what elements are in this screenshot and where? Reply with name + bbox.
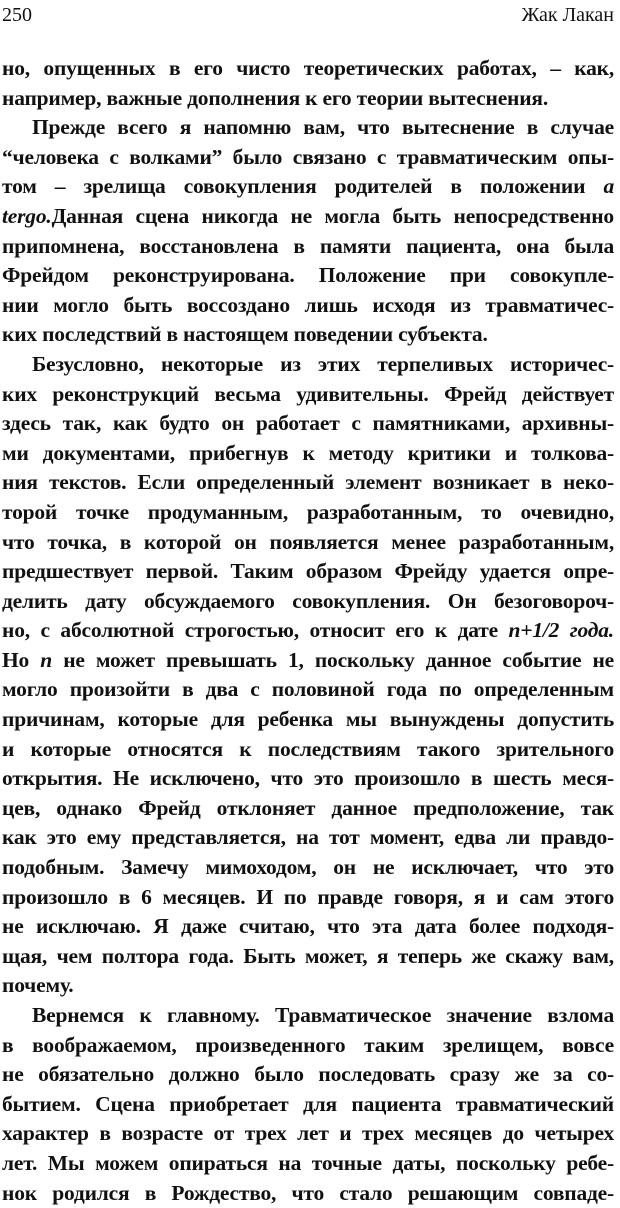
text-line: бытием. Сцена приобретает для пациента травматический <box>2 1091 614 1116</box>
text-line: причинам, которые для ребенка мы вынуждены допустить <box>2 707 614 732</box>
text-line: ния текстов. Если определенный элемент возникает в неко- <box>2 470 614 495</box>
page-number: 250 <box>2 4 32 26</box>
text-line: торой точке продуманным, разработанным, то очевидно, <box>2 499 614 524</box>
text-line: произошло в 6 месяцев. И по правде говоря, я и сам этого <box>2 884 614 909</box>
italic-term: tergo. <box>2 203 52 228</box>
text-line: могло произойти в два с половиной года по определенным <box>2 677 614 702</box>
italic-term: n <box>40 647 53 672</box>
text-line: предшествует первой. Таким образом Фрейду удается опре- <box>2 559 614 584</box>
text-line: не обязательно должно было последовать сразу же за со- <box>2 1062 614 1087</box>
text-line: как это ему представляется, на тот момент, едва ли правдо- <box>2 825 614 850</box>
text-line: нии могло быть воссоздано лишь исходя из травматичес- <box>2 292 614 317</box>
italic-term: a <box>603 174 614 199</box>
text-line: цев, однако Фрейд отклоняет данное предположение, так <box>2 795 614 820</box>
text-line: щая, чем полтора года. Быть может, я теперь же скажу вам, <box>2 943 614 968</box>
text-line: здесь так, как будто он работает с памятниками, архивны- <box>2 411 614 436</box>
text-line: например, важные дополнения к его теории вытеснения. <box>2 85 549 110</box>
text-line: подобным. Замечу мимоходом, он не исключает, что это <box>2 855 614 880</box>
paragraph <box>2 1001 614 1208</box>
text-line: tergo.Данная сцена никогда не могла быть непосредственно <box>2 203 614 228</box>
text-line: Фрейдом реконструирована. Положение при совокупле- <box>2 263 614 288</box>
paragraph <box>2 350 614 1001</box>
paragraph <box>2 54 614 113</box>
text-line: Вернемся к главному. Травматическое значение взлома <box>32 1003 614 1027</box>
text-line: не исключаю. Я даже считаю, что эта дата более подходя- <box>2 914 614 939</box>
text-line: Безусловно, некоторые из этих терпеливых историчес- <box>32 351 614 376</box>
text-line: том – зрелища совокупления родителей в положении a <box>2 174 614 199</box>
text-line: в воображаемом, произведенного таким зрелищем, вовсе <box>2 1032 614 1057</box>
italic-term: n+1/2 года. <box>508 618 614 643</box>
text-line: нок родился в Рождество, что стало решающим совпаде- <box>2 1180 614 1205</box>
body-text <box>2 54 614 1208</box>
text-line: ких последствий в настоящем поведении субъекта. <box>2 322 488 347</box>
text-line: Но n не может превышать 1, поскольку данное событие не <box>2 647 614 672</box>
text-line: лет. Мы можем опираться на точные даты, поскольку ребе- <box>2 1150 614 1175</box>
paragraph <box>2 113 614 350</box>
running-head: Жак Лакан <box>521 4 614 26</box>
text-line: Прежде всего я напомню вам, что вытеснение в случае <box>32 115 614 140</box>
text-line: и которые относятся к последствиям такого зрительного <box>2 736 614 761</box>
text-line: припомнена, восстановлена в памяти пациента, она была <box>2 233 614 258</box>
text-line: почему. <box>2 973 74 998</box>
text-line: делить дату обсуждаемого совокупления. Он безоговороч- <box>2 588 614 613</box>
text-line: но, опущенных в его чисто теоретических работах, – как, <box>2 56 614 80</box>
text-line: открытия. Не исключено, что это произошло в шесть меся- <box>2 766 614 791</box>
page-header <box>2 2 614 28</box>
text-line: “человека с волками” было связано с травматическим опы- <box>2 144 614 169</box>
text-line: но, с абсолютной строгостью, относит его к дате n+1/2 года. <box>2 618 614 643</box>
text-line: характер в возрасте от трех лет и трех месяцев до четырех <box>2 1121 614 1146</box>
text-line: что точка, в которой он появляется менее разработанным, <box>2 529 614 554</box>
text-line: ми документами, прибегнув к методу критики и толкова- <box>2 440 614 465</box>
text-line: ких реконструкций весьма удивительны. Фрейд действует <box>2 381 614 406</box>
